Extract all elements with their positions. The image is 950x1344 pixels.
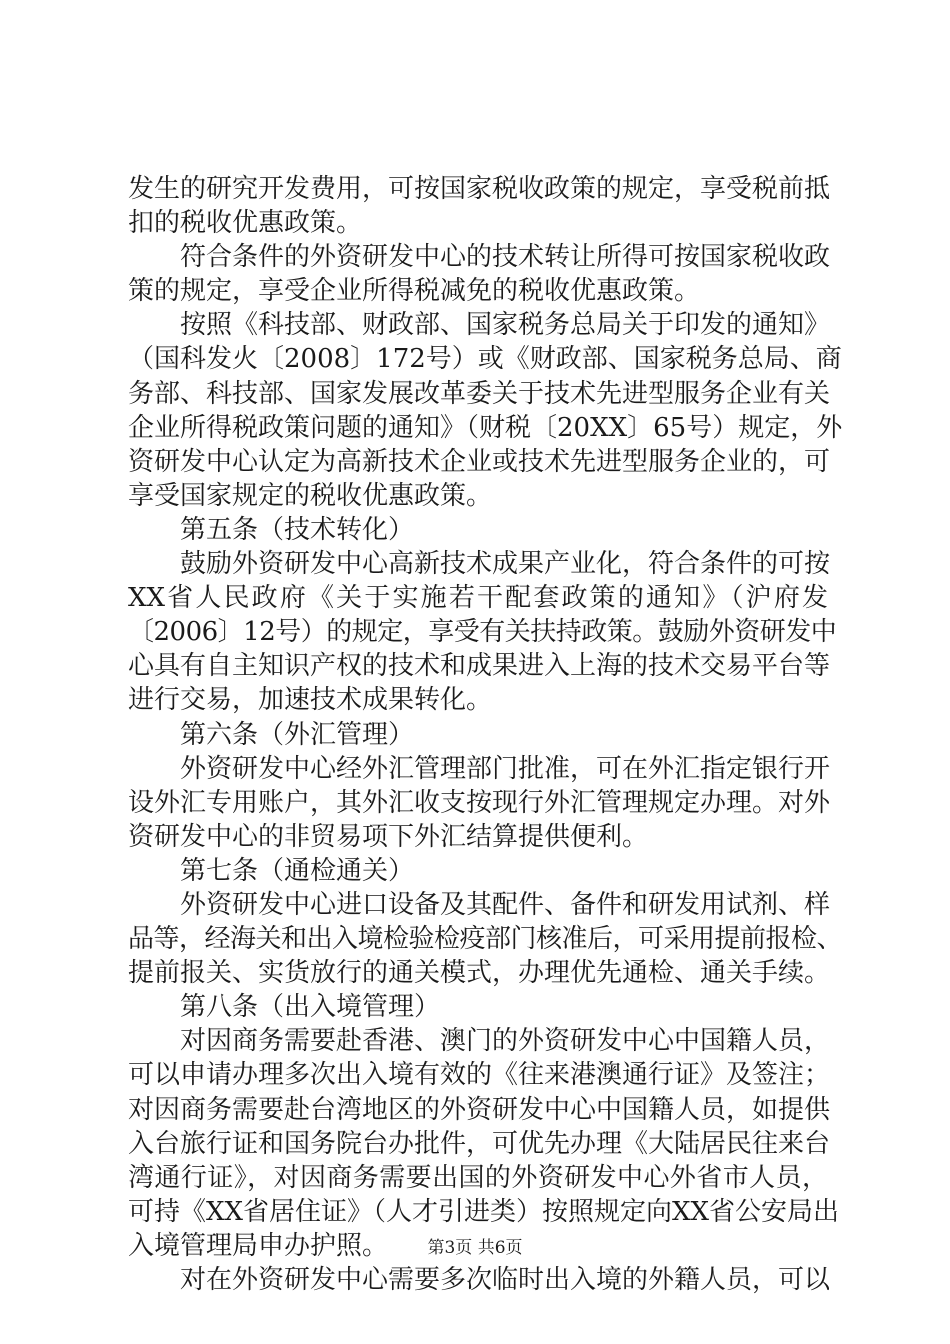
paragraph-line: 符合条件的外资研发中心的技术转让所得可按国家税收政 [180,242,831,273]
page-number-footer: 第3页 共6页 [427,1238,523,1258]
paragraph-line: 扣的税收优惠政策。 [128,208,363,239]
document-body [128,172,843,1297]
paragraph-line: 入境管理局申办护照。 [128,1230,389,1261]
section-heading: 第六条（外汇管理） [180,719,415,750]
section-heading: 第七条（通检通关） [180,855,415,886]
paragraph-line: 对因商务需要赴台湾地区的外资研发中心中国籍人员，如提供 [128,1094,831,1125]
paragraph-line: （国科发火〔2008〕172号）或《财政部、国家税务总局、商 [128,344,842,375]
paragraph-line: 外资研发中心进口设备及其配件、备件和研发用试剂、样 [180,889,831,920]
paragraph-line: 对因商务需要赴香港、澳门的外资研发中心中国籍人员， [180,1026,831,1057]
paragraph-line: 资研发中心认定为高新技术企业或技术先进型服务企业的，可 [128,446,831,477]
paragraph-line: 务部、科技部、国家发展改革委关于技术先进型服务企业有关 [128,378,831,409]
paragraph-line: 入台旅行证和国务院台办批件，可优先办理《大陆居民往来台 [128,1128,831,1159]
paragraph-line: XX省人民政府《关于实施若干配套政策的通知》（沪府发 [128,583,828,614]
paragraph-line: 发生的研究开发费用，可按国家税收政策的规定，享受税前抵 [128,174,831,204]
section-heading: 第八条（出入境管理） [180,992,441,1023]
paragraph-line: 按照《科技部、财政部、国家税务总局关于印发的通知》 [180,310,831,341]
paragraph-line: 企业所得税政策问题的通知》（财税〔20XX〕65号）规定，外 [128,412,843,443]
paragraph-line: 提前报关、实货放行的通关模式，办理优先通检、通关手续。 [128,958,831,989]
paragraph-line: 可持《XX省居住证》（人才引进类）按照规定向XX省公安局出 [128,1196,840,1227]
paragraph-line: 进行交易，加速技术成果转化。 [128,685,493,716]
paragraph-line: 享受国家规定的税收优惠政策。 [128,480,493,511]
paragraph-line: 〔2006〕12号）的规定，享受有关扶持政策。鼓励外资研发中 [128,617,837,648]
paragraph-line: 设外汇专用账户，其外汇收支按现行外汇管理规定办理。对外 [128,787,831,818]
paragraph-line: 策的规定，享受企业所得税减免的税收优惠政策。 [128,276,701,307]
paragraph-line: 外资研发中心经外汇管理部门批准，可在外汇指定银行开 [180,753,831,784]
paragraph-line: 鼓励外资研发中心高新技术成果产业化，符合条件的可按 [180,549,831,580]
paragraph-line: 对在外资研发中心需要多次临时出入境的外籍人员，可以 [180,1265,831,1295]
paragraph-line: 心具有自主知识产权的技术和成果进入上海的技术交易平台等 [128,651,831,682]
paragraph-line: 品等，经海关和出入境检验检疫部门核准后，可采用提前报检、 [128,924,843,955]
paragraph-line: 资研发中心的非贸易项下外汇结算提供便利。 [128,821,649,852]
paragraph-line: 可以申请办理多次出入境有效的《往来港澳通行证》及签注； [128,1060,831,1091]
section-heading: 第五条（技术转化） [180,514,415,545]
paragraph-line: 湾通行证》，对因商务需要出国的外资研发中心外省市人员， [128,1162,828,1193]
